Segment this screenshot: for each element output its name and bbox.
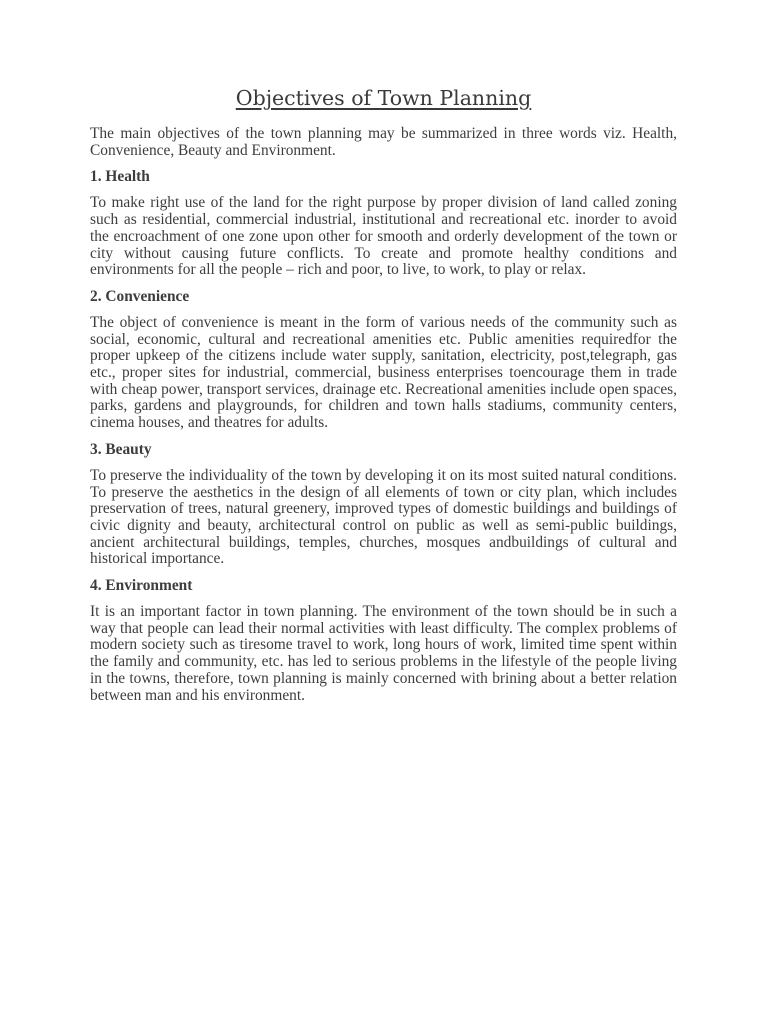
section-heading: 4. Environment bbox=[90, 577, 193, 595]
section-paragraph: The object of convenience is meant in the form of various needs of the community such as social, economic, cultural and recreational amenities etc. Public amenities requiredfor the proper upkeep of the citizens include water supply, sanitation, electricity, post,telegraph, gas etc., proper sites for industrial, commercial, business enterprises toencourage them in trade with cheap power, transport services, drainage etc. Recreational amenities include open spaces, parks, gardens and playgrounds, for children and town halls stadiums, community centers, cinema houses, and theatres for adults. bbox=[90, 313, 677, 432]
section-environment bbox=[90, 577, 677, 704]
section-heading: 3. Beauty bbox=[90, 440, 152, 458]
section-paragraph: To make right use of the land for the right purpose by proper division of land called zoning such as residential, commercial industrial, institutional and recreational etc. inorder to avoid the encroachment of one zone upon other for smooth and orderly development of the town or city without causing future conflicts. To create and promote healthy conditions and environments for all the people – rich and poor, to live, to work, to play or relax. bbox=[90, 194, 677, 279]
section-paragraph: To preserve the individuality of the town by developing it on its most suited natural conditions. To preserve the aesthetics in the design of all elements of town or city plan, which includes preservation of trees, natural greenery, improved types of domestic buildings and buildings of civic dignity and beauty, architectural control on public as well as semi-public buildings, ancient architectural buildings, temples, churches, mosques andbuildings of cultural and historical importance. bbox=[90, 466, 677, 568]
section-convenience bbox=[90, 288, 677, 432]
document-title: Objectives of Town Planning bbox=[235, 86, 532, 110]
section-heading: 2. Convenience bbox=[90, 287, 190, 305]
intro-paragraph: The main objectives of the town planning may be summarized in three words viz. Health, Convenience, Beauty and Environment. bbox=[90, 125, 677, 159]
section-health bbox=[90, 168, 677, 279]
section-heading: 1. Health bbox=[90, 168, 150, 186]
section-beauty bbox=[90, 441, 677, 568]
document-content bbox=[90, 84, 677, 713]
section-paragraph: It is an important factor in town planning. The environment of the town should be in such a way that people can lead their normal activities with least difficulty. The complex problems of modern society such as tiresome travel to work, long hours of work, limited time spent within the family and community, etc. has led to serious problems in the lifestyle of the people living in the towns, therefore, town planning is mainly concerned with brining about a better relation between man and his environment. bbox=[90, 603, 677, 704]
